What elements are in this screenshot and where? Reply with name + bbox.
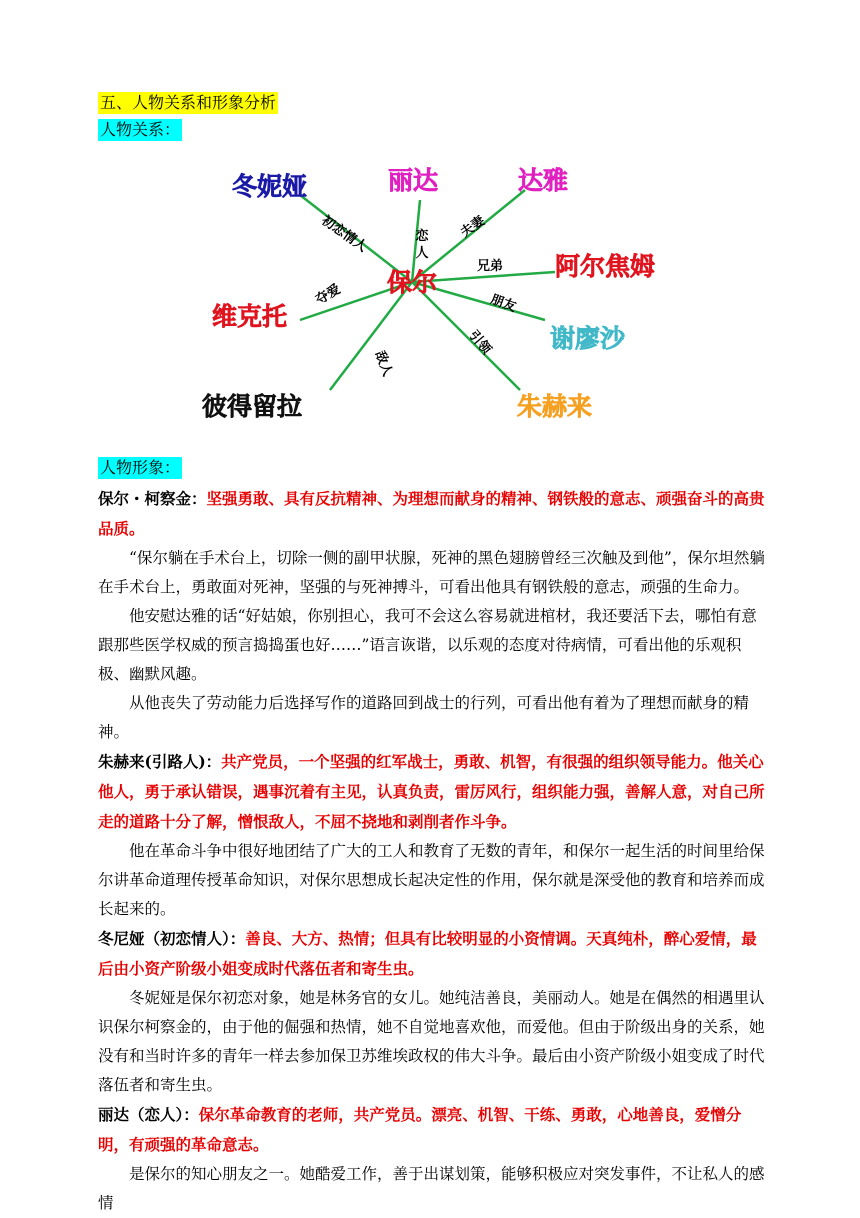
relationship-diagram [180,145,680,435]
paragraph: “保尔躺在手术台上，切除一侧的副甲状腺，死神的黑色翅膀曾经三次触及到他”，保尔坦然躺在手术台上，勇敢面对死神，坚强的与死神搏斗，可看出他具有钢铁般的意志，顽强的生命力。 [98,549,765,596]
relation-label: 恋人 [415,229,429,261]
character-node: 冬妮娅 [232,172,308,201]
character-node: 丽达 [388,166,439,195]
paragraph: 他安慰达雅的话“好姑娘，你别担心，我可不会这么容易就进棺材，我还要活下去，哪怕有意跟那些医学权威的预言捣捣蛋也好……”语言诙谐，以乐观的态度对待病情，可看出他的乐观积极、幽默风趣。 [98,607,757,683]
relation-label: 初恋情人 [318,213,370,256]
relation-label: 引领 [465,327,494,358]
character-traits: 共产党员，一个坚强的红军战士，勇敢、机智，有很强的组织领导能力。他关心他人，勇于承认错误，遇事沉着有主见，认真负责，雷厉风行，组织能力强，善解人意，对自己所走的道路十分了解，憎恨敌人，不屈不挠地和剥削者作斗争。 [98,752,765,831]
paragraph: 是保尔的知心朋友之一。她酷爱工作，善于出谋划策，能够积极应对突发事件，不让私人的感情 [98,1165,765,1212]
relations-label: 人物关系： [100,120,181,139]
character-node: 阿尔焦姆 [555,252,656,281]
character-traits: 善良、大方、热情；但具有比较明显的小资情调。天真纯朴，醉心爱情，最后由小资产阶级小姐变成时代落伍者和寄生虫。 [98,929,757,978]
character-name: 冬尼娅（初恋情人）： [98,929,246,948]
character-name: 丽达（恋人）： [98,1105,199,1124]
character-descriptions [98,484,766,1218]
paragraph: 他在革命斗争中很好地团结了广大的工人和教育了无数的青年，和保尔一起生活的时间里给保尔讲革命道理传授革命知识，对保尔思想成长起决定性的作用，保尔就是深受他的教育和培养而成长起来的。 [98,842,765,918]
relation-label: 朋友 [488,292,518,316]
character-node: 谢廖沙 [550,324,626,353]
relation-label: 夫妻 [458,213,488,241]
character-name: 朱赫来(引路人)： [98,752,222,771]
block-paul-heading [98,484,766,544]
character-traits: 坚强勇敢、具有反抗精神、为理想而献身的精神、钢铁般的意志、顽强奋斗的高贵品质。 [98,489,765,538]
relation-label: 敌人 [371,349,395,379]
center-node: 保尔 [386,268,438,297]
character-node: 彼得留拉 [202,392,303,421]
character-node: 维克托 [212,302,288,331]
block-tonya-heading [98,924,766,984]
character-name: 保尔・柯察金： [98,489,207,508]
block-rita-heading [98,1100,766,1160]
relation-label: 夺爱 [313,281,344,308]
character-node: 朱赫来 [517,392,593,421]
block-zhukhrai-heading [98,747,766,837]
paragraph: 从他丧失了劳动能力后选择写作的道路回到战士的行列，可看出他有着为了理想而献身的精神。 [98,694,750,741]
section-title: 五、人物关系和形象分析 [100,93,277,112]
character-traits: 保尔革命教育的老师，共产党员。漂亮、机智、干练、勇敢，心地善良，爱憎分明，有顽强的革命意志。 [98,1105,742,1154]
paragraph: 冬妮娅是保尔初恋对象，她是林务官的女儿。她纯洁善良，美丽动人。她是在偶然的相遇里认识保尔柯察金的，由于他的倔强和热情，她不自觉地喜欢他，而爱他。但由于阶级出身的关系，她没有和当时许多的青年一样去参加保卫苏维埃政权的伟大斗争。最后由小资产阶级小姐变成了时代落伍者和寄生虫。 [98,989,765,1094]
character-node: 达雅 [518,166,569,195]
images-label: 人物形象： [100,458,181,477]
relation-label: 兄弟 [476,259,504,274]
relation-line [330,282,412,390]
